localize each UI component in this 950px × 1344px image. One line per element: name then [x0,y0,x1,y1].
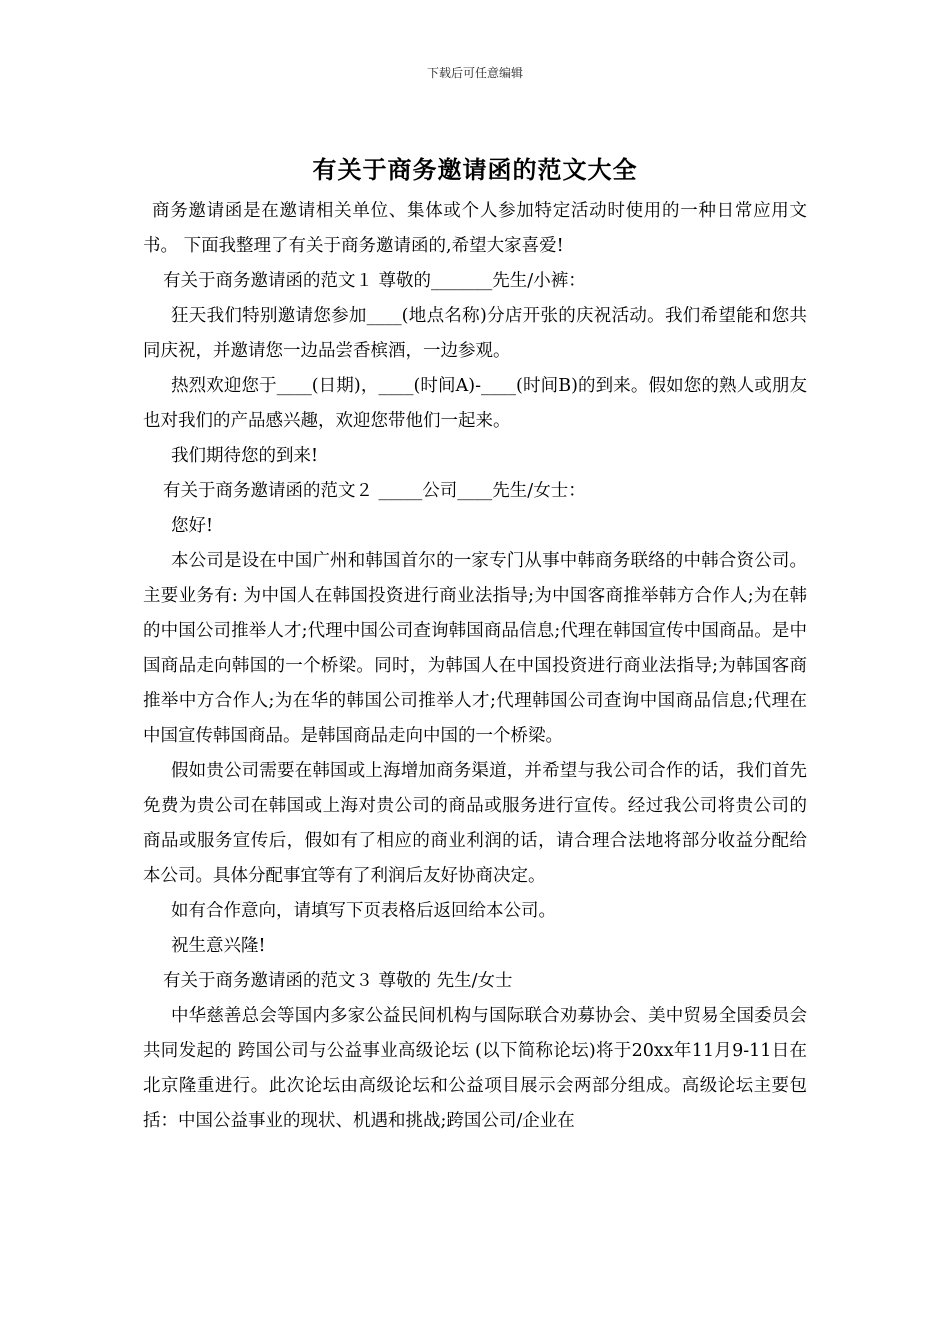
document-title: 有关于商务邀请函的范文大全 [312,155,638,184]
paragraph: 如有合作意向，请填写下页表格后返回给本公司。 [171,901,556,921]
paragraph: 中华慈善总会等国内多家公益民间机构与国际联合劝募协会、美中贸易全国委员会共同发起的 跨国公司与公益事业高级论坛 (以下简称论坛)将于20xx年11月9-11日在北京隆重进行。此次论坛由高级论坛和公益项目展示会两部分组成。高级论坛主要包括：中国公益事业的现状、机遇和挑战;跨国公司/企业在 [143,1006,807,1131]
section-heading: 有关于商务邀请函的范文３ 尊敬的 先生/女士 [163,971,513,991]
page-header: 下载后可任意编辑 [426,66,523,80]
paragraph: 本公司是设在中国广州和韩国首尔的一家专门从事中韩商务联络的中韩合资公司。主要业务有: 为中国人在韩国投资进行商业法指导;为中国客商推举韩方合作人;为在韩的中国公司推举人才;代理中国公司查询韩国商品信息;代理在韩国宣传中国商品。是中国商品走向韩国的一个桥梁。同时，为韩国人在中国投资进行商业法指导;为韩国客商推举中方合作人;为在华的韩国公司推举人才;代理韩国公司查询中国商品信息;代理在中国宣传韩国商品。是韩国商品走向中国的一个桥梁。 [143,551,807,746]
paragraph: 您好! [171,516,214,536]
section-heading: 有关于商务邀请函的范文２ _____公司____先生/女士： [163,481,586,501]
paragraph: 祝生意兴隆! [171,936,266,956]
paragraph: 狂天我们特别邀请您参加____(地点名称)分店开张的庆祝活动。我们希望能和您共同庆祝，并邀请您一边品尝香槟酒，一边参观。 [143,306,807,361]
document-body [143,194,807,1139]
paragraph: 假如贵公司需要在韩国或上海增加商务渠道，并希望与我公司合作的话，我们首先免费为贵公司在韩国或上海对贵公司的商品或服务进行宣传。经过我公司将贵公司的商品或服务宣传后，假如有了相应的商业利润的话，请合理合法地将部分收益分配给本公司。具体分配事宜等有了利润后友好协商决定。 [143,761,807,886]
paragraph: 热烈欢迎您于____(日期)，____(时间A)-____(时间B)的到来。假如您的熟人或朋友也对我们的产品感兴趣，欢迎您带他们一起来。 [143,376,807,431]
paragraph: 我们期待您的到来! [171,446,319,466]
paragraph: 商务邀请函是在邀请相关单位、集体或个人参加特定活动时使用的一种日常应用文书。 下面我整理了有关于商务邀请函的,希望大家喜爱! [143,201,807,256]
section-heading: 有关于商务邀请函的范文１ 尊敬的_______先生/小裤： [163,271,586,291]
